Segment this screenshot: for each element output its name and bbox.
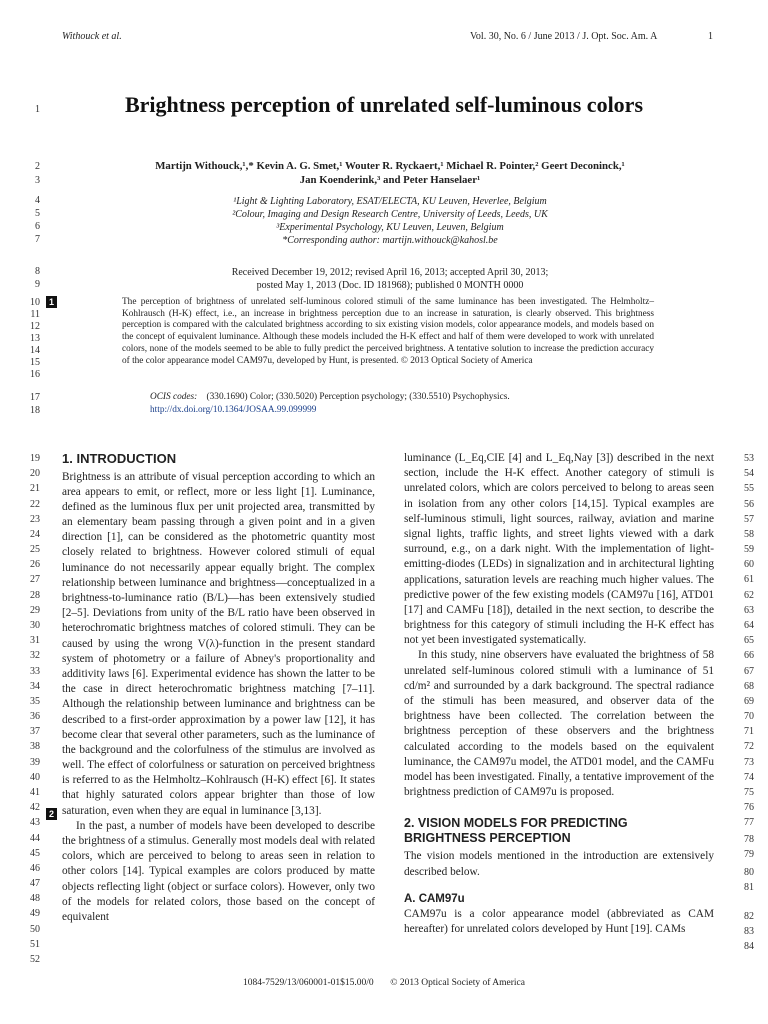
line-number: 6: [35, 221, 40, 232]
line-number: 11: [30, 309, 40, 320]
line-number: 36: [30, 711, 40, 723]
line-number: 68: [744, 680, 754, 692]
line-number: 28: [30, 589, 40, 601]
line-number: 10: [30, 297, 40, 308]
intro-paragraph-3: luminance (L_Eq,CIE [4] and L_Eq,Nay [3]) described in the next section, include the H-K effect. Another category of stimuli is unrelated colors, which are colors perceived to belong to areas seen in isolation from any other colors [14,15]. Typical examples are self-luminous stimuli, light sources, railway, aviation and marine signal lights, traffic lights, and street lights viewed with a dark surround, e.g., on a dark night. With the implementation of light-emitting-diodes (LEDs) in signalization and in architectural lighting applications, saturation levels are reaching much higher values. The predictive power of the few existing models (CAM97u [16], ATD01 [17] and CAMFu [18]), detailed in the next section, to describe the brightness for this category of stimuli including the H-K effect has not yet been investigated systematically.: [404, 452, 714, 647]
right-column: [404, 451, 714, 937]
line-number: 44: [30, 832, 40, 844]
line-number: 30: [30, 619, 40, 631]
line-number: 73: [744, 756, 754, 768]
line-number: 77: [744, 817, 754, 829]
line-number: 32: [30, 650, 40, 662]
footer: [0, 978, 768, 988]
line-number: 16: [30, 369, 40, 380]
left-column: [62, 451, 375, 925]
line-number: 29: [30, 604, 40, 616]
footer-copyright: © 2013 Optical Society of America: [390, 978, 525, 988]
line-number: 50: [30, 923, 40, 935]
line-number: 49: [30, 908, 40, 920]
line-number: 26: [30, 559, 40, 571]
line-number: 9: [35, 279, 40, 290]
line-number: 41: [30, 786, 40, 798]
line-number: 71: [744, 726, 754, 738]
section-heading-vision-models: [404, 816, 714, 846]
line-number: 80: [744, 867, 754, 878]
doi-link[interactable]: http://dx.doi.org/10.1364/JOSAA.99.099999: [150, 405, 317, 415]
received-dates: Received December 19, 2012; revised April 16, 2013; accepted April 30, 2013;: [231, 267, 549, 278]
line-number: 23: [30, 513, 40, 525]
line-number: 63: [744, 604, 754, 616]
line-number: 46: [30, 862, 40, 874]
line-number: 79: [744, 849, 754, 860]
line-number: 51: [30, 938, 40, 950]
line-number: 40: [30, 771, 40, 783]
cam97u-paragraph: CAM97u is a color appearance model (abbreviated as CAM hereafter) for unrelated colors developed by Hunt [19]. CAMs: [404, 907, 714, 936]
subsection-heading-cam97u: A. CAM97u: [404, 892, 465, 905]
line-number: 20: [30, 468, 40, 480]
line-number: 64: [744, 619, 754, 631]
line-number: 12: [30, 321, 40, 332]
line-number: 18: [30, 405, 40, 416]
line-number: 2: [35, 161, 40, 172]
line-number: 8: [35, 266, 40, 277]
line-number: 54: [744, 468, 754, 480]
line-number: 45: [30, 847, 40, 859]
line-number: 48: [30, 893, 40, 905]
line-number: 76: [744, 802, 754, 814]
line-number: 75: [744, 786, 754, 798]
affiliation-3: ³Experimental Psychology, KU Leuven, Leuven, Belgium: [276, 222, 504, 233]
line-number: 72: [744, 741, 754, 753]
footer-code: 1084-7529/13/060001-01$15.00/0: [243, 978, 374, 988]
line-number: 34: [30, 680, 40, 692]
line-number: 81: [744, 882, 754, 893]
line-number: 74: [744, 771, 754, 783]
line-number: 7: [35, 234, 40, 245]
line-number: 84: [744, 941, 754, 952]
line-number: 39: [30, 756, 40, 768]
line-number: 66: [744, 650, 754, 662]
line-number: 70: [744, 711, 754, 723]
authors-line-2: Jan Koenderink,³ and Peter Hanselaer¹: [299, 174, 481, 186]
ocis-label: OCIS codes:: [150, 392, 198, 402]
annotation-badge[interactable]: 1: [46, 296, 57, 308]
ocis-text: (330.1690) Color; (330.5020) Perception psychology; (330.5510) Psychophysics.: [206, 392, 510, 402]
line-number: 82: [744, 911, 754, 922]
affiliation-2: ²Colour, Imaging and Design Research Centre, University of Leeds, Leeds, UK: [232, 209, 548, 220]
line-number: 69: [744, 695, 754, 707]
line-number: 67: [744, 665, 754, 677]
line-number: 59: [744, 544, 754, 556]
line-number: 53: [744, 453, 754, 464]
line-number: 13: [30, 333, 40, 344]
line-number: 57: [744, 513, 754, 525]
corresponding-author: *Corresponding author: martijn.withouck@kahosl.be: [282, 235, 498, 246]
line-number: 35: [30, 695, 40, 707]
intro-paragraph-2: In the past, a number of models have been developed to describe the brightness of a stimulus. Generally most models deal with related colors, which are perceived to belong to areas seen in relation to other colors [14]. Typical examples are colors produced by matte objects reflecting light (object or surface colors). However, only two of the models for related colors, those based on the concept of equivalent: [62, 819, 375, 923]
line-number: 61: [744, 574, 754, 586]
line-number: 58: [744, 528, 754, 540]
line-number: 15: [30, 357, 40, 368]
line-number: 19: [30, 453, 40, 464]
abstract: The perception of brightness of unrelated self-luminous colored stimuli of the same luminance has been investigated. The Helmholtz–Kohlrausch (H-K) effect, i.e., an increase in brightness perception due to an increase in saturation, is clearly observed. This brightness perception is compared with the calculated brightness according to six existing vision models, color appearance models, and models based on the concept of equivalent luminance. Although these models included the H-K effect and half of them were developed to work with unrelated colors, none of the models seemed to be able to fully predict the perceived brightness. A tentative solution to increase the prediction accuracy of the color appearance model CAM97u, developed by Hunt, is presented. © 2013 Optical Society of America: [122, 297, 654, 366]
line-number: 52: [30, 953, 40, 965]
line-number: 14: [30, 345, 40, 356]
section-heading-line: BRIGHTNESS PERCEPTION: [404, 831, 571, 846]
page-number: 1: [708, 31, 713, 42]
ocis-codes: [150, 392, 650, 402]
vision-intro-paragraph: The vision models mentioned in the introduction are extensively described below.: [404, 850, 714, 878]
section-heading-introduction: 1. INTRODUCTION: [62, 451, 177, 466]
running-header-authors: Withouck et al.: [62, 31, 122, 42]
posted-dates: posted May 1, 2013 (Doc. ID 181968); published 0 MONTH 0000: [256, 280, 524, 291]
line-number: 78: [744, 834, 754, 845]
line-number: 47: [30, 878, 40, 890]
line-number: 38: [30, 741, 40, 753]
paper-title: Brightness perception of unrelated self-luminous colors: [124, 92, 644, 117]
line-number: 24: [30, 528, 40, 540]
section-heading-line: 2. VISION MODELS FOR PREDICTING: [404, 816, 628, 831]
line-number: 62: [744, 589, 754, 601]
line-number: 27: [30, 574, 40, 586]
line-number: 4: [35, 195, 40, 206]
line-number: 43: [30, 817, 40, 829]
line-number: 25: [30, 544, 40, 556]
line-number: 5: [35, 208, 40, 219]
affiliation-1: ¹Light & Lighting Laboratory, ESAT/ELECTA, KU Leuven, Heverlee, Belgium: [233, 196, 547, 207]
line-number: 17: [30, 392, 40, 403]
line-number: 56: [744, 498, 754, 510]
line-number: 83: [744, 926, 754, 937]
annotation-badge[interactable]: 2: [46, 808, 57, 820]
line-number: 65: [744, 635, 754, 647]
line-number: 31: [30, 635, 40, 647]
line-number: 1: [35, 104, 40, 115]
line-number: 22: [30, 498, 40, 510]
authors-line-1: Martijn Withouck,¹,* Kevin A. G. Smet,¹ Wouter R. Ryckaert,¹ Michael R. Pointer,² Geert Deconinck,¹: [155, 160, 625, 172]
line-number: 60: [744, 559, 754, 571]
intro-paragraph-1: Brightness is an attribute of visual perception according to which an area appears to emit, or reflect, more or less light [1]. Luminance, defined as the luminous flux per unit projected area, transmitted by an elementary beam passing through a given point and in a given direction [1], can be considered as the photometric quantity most closely related to brightness. However colored stimuli of equal luminance do not necessarily appear equally bright. The complex relationship between luminance and brightness—conceptualized in a brightness-to-luminance ratio (B/L)—has been extensively studied [2–5]. Deviations from unity of the B/L ratio have been observed in heterochromatic brightness matches of colored stimuli. They can be caused by using the wrong V(λ)-function in the present standard system of photometry or a failure of Abney's proportionality and additivity laws [6]. Experimental evidence has shown the latter to be the case in direct heterochromatic brightness matching [7–11]. Although the relationship between luminance and brightness can be described to a first-order approximation by a power law [12], it has become clear that several other parameters, such as the luminance of the background and the colorfulness of the stimulus are involved as well. The effect of colorfulness or saturation on perceived brightness is referred to as the Helmholtz–Kohlrausch (H-K) effect [6]. It states that highly saturated colors appear brighter than those of low saturation, even when they are equal in luminance [3,13].: [62, 470, 375, 817]
line-number: 21: [30, 483, 40, 495]
running-header-journal: Vol. 30, No. 6 / June 2013 / J. Opt. Soc. Am. A: [470, 31, 658, 42]
line-number: 3: [35, 175, 40, 186]
line-number: 42: [30, 802, 40, 814]
line-number: 33: [30, 665, 40, 677]
line-number: 55: [744, 483, 754, 495]
line-number: 37: [30, 726, 40, 738]
intro-paragraph-4: In this study, nine observers have evaluated the brightness of 58 unrelated self-luminous colored stimuli with a luminance of 51 cd/m² and surrounded by a dark background. The spectral radiance of the stimuli has been measured, and observer data of the brightness have been collected. The correlation between the brightness perception of these observers and the brightness calculated according to the models based on the equivalent luminance, the CAM97u model, the ATD01 model, and the CAMFu model has been investigated. Finally, a tentative improvement of the brightness prediction of CAM97u is proposed.: [404, 649, 714, 799]
